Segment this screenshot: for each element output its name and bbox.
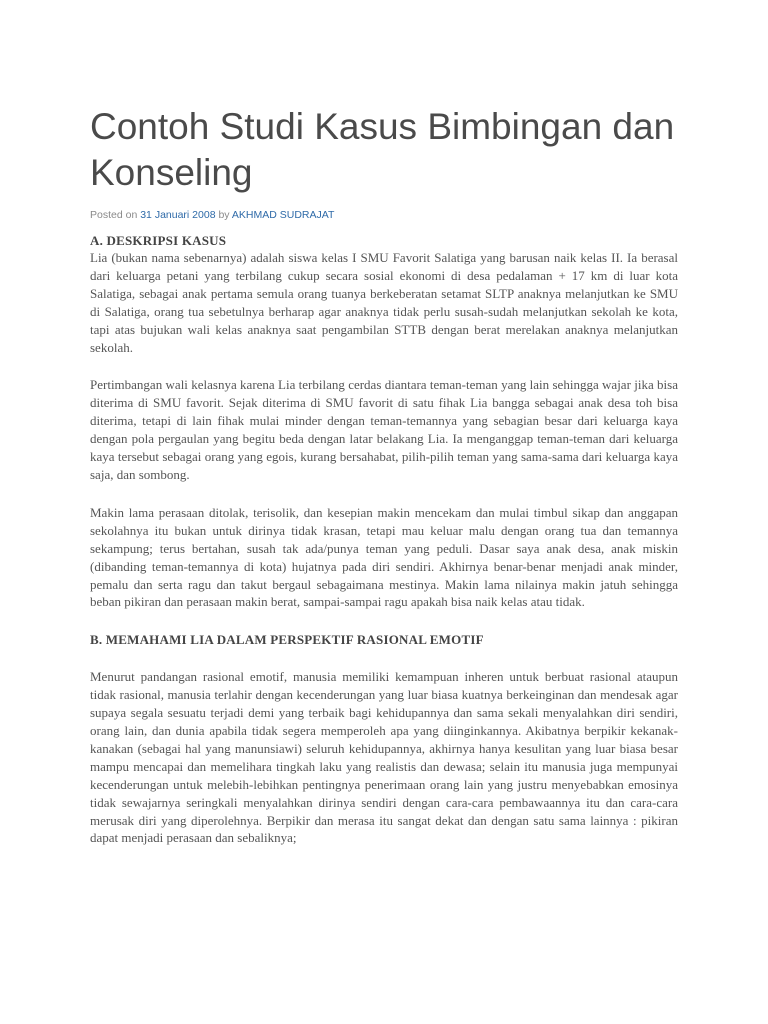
article-title: Contoh Studi Kasus Bimbingan dan Konseling <box>90 106 675 193</box>
paragraph-spacer <box>90 484 678 504</box>
paragraph: Makin lama perasaan ditolak, terisolik, dan kesepian makin mencekam dan mulai timbul sikap dan anggapan sekolahnya itu bukan untuk dirinya tidak krasan, tetapi mau keluar malu dengan orang tua dan temannya sekampung; terus bertahan, susah tak ada/punya teman yang peduli. Dasar saya anak desa, anak miskin (dibanding teman-temannya di kota) hujatnya pada diri sendiri. Akhirnya benar-benar menjadi anak minder, pemalu dan serta ragu dan takut bergaul sebagaimana mestinya. Makin lama nilainya makin jatuh sehingga beban pikiran dan perasaan makin berat, sampai-sampai ragu apakah bisa naik kelas atau tidak. <box>90 504 678 610</box>
paragraph: Lia (bukan nama sebenarnya) adalah siswa kelas I SMU Favorit Salatiga yang barusan naik kelas II. Ia berasal dari keluarga petani yang terbilang cukup secara sosial ekonomi di desa pedalaman + 17 km di luar kota Salatiga, sebagai anak pertama semula orang tuanya berkeberatan setamat SLTP anaknya melanjutkan ke SMU di Salatiga, orang tua sebetulnya berharap agar anaknya tidak perlu susah-sudah melanjutkan sekolah ke kota, tapi atas bujukan wali kelas anaknya saat pengambilan STTB dengan berat merelakan anaknya melanjutkan sekolah. <box>90 250 678 355</box>
post-date-link[interactable]: 31 Januari 2008 <box>140 209 216 221</box>
post-meta <box>90 208 678 222</box>
section-heading-a: A. DESKRIPSI KASUS <box>90 233 227 248</box>
paragraph-spacer <box>90 648 678 668</box>
by-label: by <box>218 209 230 221</box>
paragraph-spacer <box>90 611 678 631</box>
paragraph: Pertimbangan wali kelasnya karena Lia terbilang cerdas diantara teman-teman yang lain sehingga wajar jika bisa diterima di SMU favorit. Sejak diterima di SMU favorit di satu fihak Lia bangga sebagai anak desa toh bisa diterima, tetapi di lain fihak mulai minder dengan teman-temannya yang sebagian besar dari keluarga kaya dengan pola pergaulan yang begitu beda dengan latar belakang Lia. Ia menganggap teman-teman dari keluarga kaya tersebut sebagai orang yang egois, kurang bersahabat, pilih-pilih teman yang sama-sama dari keluarga kaya saja, dan sombong. <box>90 377 678 482</box>
paragraph: Menurut pandangan rasional emotif, manusia memiliki kemampuan inheren untuk berbuat rasional ataupun tidak rasional, manusia terlahir dengan kecenderungan yang luar biasa kuatnya berkeinginan dan mendesak agar supaya segala sesuatu terjadi demi yang terbaik bagi kehidupannya dan sama sekali menyalahkan diri sendiri, orang lain, dan dunia apabila tidak segera memperoleh apa yang diinginkannya. Akibatnya berpikir kekanak-kanakan (sebagai hal yang manunsiawi) seluruh kehidupannya, akhirnya hanya kesulitan yang luar biasa besar mampu mencapai dan memelihara tingkah laku yang realistis dan dewasa; selain itu manusia juga mempunyai kecenderungan untuk melebih-lebihkan pentingnya penerimaan orang lain yang justru menyebabkan emosinya tidak sewajarnya seringkali menyalahkan dirinya sendiri dengan cara-cara pembawaannya itu dan cara-cara merusak diri yang diperolehnya. Berpikir dan merasa itu sangat dekat dan dengan satu sama lainnya : pikiran dapat menjadi perasaan dan sebaliknya; <box>90 669 678 846</box>
posted-on-label: Posted on <box>90 209 138 221</box>
article-body <box>90 232 678 847</box>
paragraph-spacer <box>90 356 678 376</box>
section-heading-b: B. MEMAHAMI LIA DALAM PERSPEKTIF RASIONAL EMOTIF <box>90 632 484 648</box>
article <box>90 104 678 847</box>
author-link[interactable]: AKHMAD SUDRAJAT <box>231 209 335 221</box>
